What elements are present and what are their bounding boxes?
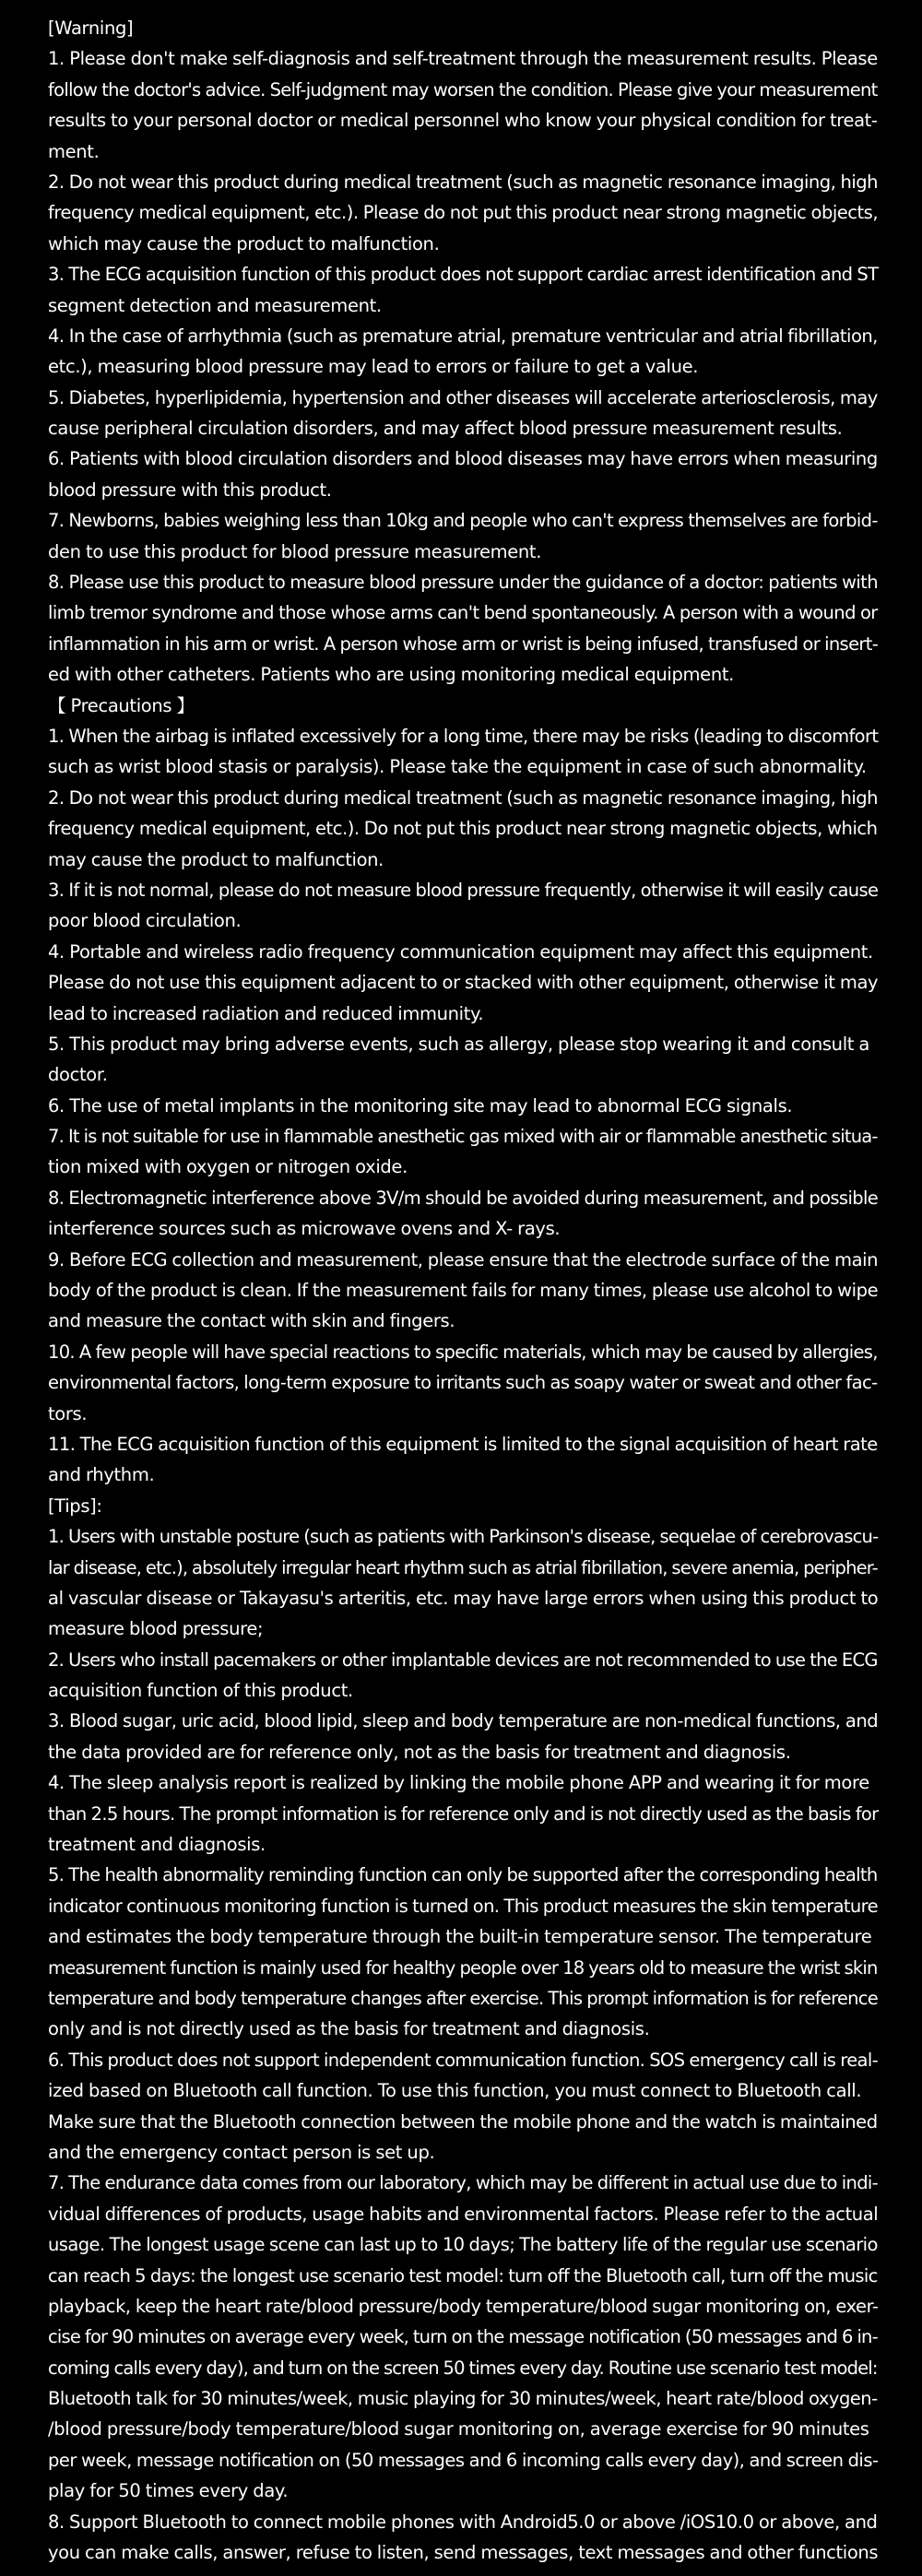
text-line: follow the doctor's advice. Self-judgment may worsen the condition. Please give your measurement [48,78,878,100]
text-line: which may cause the product to malfunction. [48,232,440,254]
text-line: indicator continuous monitoring function is turned on. This product measures the skin temperature [48,1895,878,1917]
text-line: 9. Before ECG collection and measurement, please ensure that the electrode surface of the main [48,1248,878,1270]
text-line: can reach 5 days: the longest use scenario test model: turn off the Bluetooth call, turn off the music [48,2264,878,2286]
text-line: such as wrist blood stasis or paralysis). Please take the equipment in case of such abnormality. [48,756,867,778]
text-line: 8. Electromagnetic interference above 3V/m should be avoided during measurement, and possible [48,1187,879,1209]
text-line: and rhythm. [48,1464,155,1486]
text-line: 8. Support Bluetooth to connect mobile phones with Android5.0 or above /iOS10.0 or above, and [48,2511,878,2533]
text-line: vidual differences of products, usage habits and environmental factors. Please refer to the actual [48,2203,879,2225]
text-line: doctor. [48,1064,108,1086]
text-line: 2. Do not wear this product during medical treatment (such as magnetic resonance imaging, high [48,171,878,193]
text-line: lar disease, etc.), absolutely irregular heart rhythm such as atrial fibrillation, severe anemia, peripher- [48,1556,878,1578]
text-line: 6. Patients with blood circulation disorders and blood diseases may have errors when measuring [48,448,878,470]
text-line: 3. The ECG acquisition function of this product does not support cardiac arrest identification and ST [48,264,879,286]
text-line: and estimates the body temperature through the built-in temperature sensor. The temperature [48,1926,872,1948]
text-line: only and is not directly used as the basis for treatment and diagnosis. [48,2018,650,2040]
text-line: poor blood circulation. [48,910,242,932]
text-line: segment detection and measurement. [48,294,382,316]
text-line: 8. Please use this product to measure blood pressure under the guidance of a doctor: patients with [48,572,878,594]
text-line: blood pressure with this product. [48,479,332,501]
text-line: 【 Precautions 】 [48,694,195,716]
text-line: 7. Newborns, babies weighing less than 10kg and people who can't express themselves are forbid- [48,510,878,532]
text-line: ed with other catheters. Patients who are using monitoring medical equipment. [48,664,734,686]
text-line: and the emergency contact person is set up. [48,2141,435,2163]
text-line: [Tips]: [48,1495,102,1517]
text-line: 1. When the airbag is inflated excessively for a long time, there may be risks (leading to discomfort [48,725,879,747]
text-line: 4. Portable and wireless radio frequency communication equipment may affect this equipment. [48,940,873,963]
text-line: [Warning] [48,18,134,39]
text-line: limb tremor syndrome and those whose arms can't bend spontaneously. A person with a wound or [48,602,878,624]
text-line: 5. Diabetes, hyperlipidemia, hypertension and other diseases will accelerate arteriosclerosis, may [48,386,878,408]
text-line: temperature and body temperature changes after exercise. This prompt information is for reference [48,1988,879,2009]
text-line: results to your personal doctor or medical personnel who know your physical condition for treat- [48,110,878,132]
text-line: 3. If it is not normal, please do not measure blood pressure frequently, otherwise it will easily cause [48,879,879,901]
text-line: treatment and diagnosis. [48,1834,266,1856]
text-line: frequency medical equipment, etc.). Please do not put this product near strong magnetic objects, [48,202,879,224]
text-line: 6. The use of metal implants in the monitoring site may lead to abnormal ECG signals. [48,1094,793,1117]
text-line: inflammation in his arm or wrist. A person whose arm or wrist is being infused, transfused or insert- [48,632,879,655]
text-line: coming calls every day), and turn on the screen 50 times every day. Routine use scenario test model: [48,2357,878,2379]
text-line: per week, message notification on (50 messages and 6 incoming calls every day), and screen dis- [48,2449,879,2471]
text-line: the data provided are for reference only, not as the basis for treatment and diagnosis. [48,1741,791,1763]
text-line: may cause the product to malfunction. [48,848,384,870]
text-line: usage. The longest usage scene can last up to 10 days; The battery life of the regular use scenario [48,2234,878,2256]
text-line: acquisition function of this product. [48,1680,353,1702]
text-line: den to use this product for blood pressure measurement. [48,540,542,562]
text-line: tion mixed with oxygen or nitrogen oxide. [48,1156,408,1178]
text-line: than 2.5 hours. The prompt information is for reference only and is not directly used as the basis for [48,1802,879,1825]
text-line: etc.), measuring blood pressure may lead to errors or failure to get a value. [48,356,699,378]
text-line: ized based on Bluetooth call function. To use this function, you must connect to Bluetooth call. [48,2080,862,2102]
text-line: playback, keep the heart rate/blood pressure/body temperature/blood sugar monitoring on, exer- [48,2295,879,2317]
text-line: 11. The ECG acquisition function of this equipment is limited to the signal acquisition of heart rate [48,1433,878,1455]
text-line: 4. The sleep analysis report is realized by linking the mobile phone APP and wearing it for more [48,1772,869,1794]
text-line: ment. [48,140,100,162]
text-line: tors. [48,1402,88,1424]
text-line: 2. Do not wear this product during medical treatment (such as magnetic resonance imaging, high [48,786,878,809]
text-line: and measure the contact with skin and fingers. [48,1310,455,1332]
text-line: /blood pressure/body temperature/blood sugar monitoring on, average exercise for 90 minutes [48,2418,869,2440]
text-line: 3. Blood sugar, uric acid, blood lipid, sleep and body temperature are non-medical functions, and [48,1710,879,1732]
text-line: 2. Users who install pacemakers or other implantable devices are not recommended to use the ECG [48,1648,878,1671]
text-line: 5. The health abnormality reminding function can only be supported after the corresponding health [48,1864,878,1886]
text-line: measure blood pressure; [48,1618,264,1640]
text-line: 10. A few people will have special reactions to specific materials, which may be caused by allergies, [48,1341,878,1363]
text-line: lead to increased radiation and reduced immunity. [48,1002,484,1024]
text-line: 4. In the case of arrhythmia (such as premature atrial, premature ventricular and atrial fibrillation, [48,325,878,347]
text-line: interference sources such as microwave ovens and X- rays. [48,1218,561,1240]
text-line: Bluetooth talk for 30 minutes/week, music playing for 30 minutes/week, heart rate/blood oxygen- [48,2388,878,2410]
text-line: play for 50 times every day. [48,2480,289,2502]
text-line: 1. Users with unstable posture (such as patients with Parkinson's disease, sequelae of cerebrovascu- [48,1526,879,1548]
text-line: 1. Please don't make self-diagnosis and self-treatment through the measurement results. Please [48,48,878,70]
text-line: Make sure that the Bluetooth connection between the mobile phone and the watch is maintained [48,2110,878,2133]
text-line: al vascular disease or Takayasu's arteritis, etc. may have large errors when using this product to [48,1587,879,1609]
text-line: body of the product is clean. If the measurement fails for many times, please use alcohol to wipe [48,1280,879,1302]
text-line: Please do not use this equipment adjacent to or stacked with other equipment, otherwise it may [48,972,879,994]
text-line: 7. It is not suitable for use in flammable anesthetic gas mixed with air or flammable anesthetic situa- [48,1126,878,1148]
text-line: frequency medical equipment, etc.). Do not put this product near strong magnetic objects, which [48,818,878,840]
text-line: 6. This product does not support independent communication function. SOS emergency call is real- [48,2049,878,2071]
text-line: cise for 90 minutes on average every week, turn on the message notification (50 messages and 6 in- [48,2326,878,2348]
text-line: 7. The endurance data comes from our laboratory, which may be different in actual use due to indi- [48,2172,879,2194]
text-line: environmental factors, long-term exposure to irritants such as soapy water or sweat and other fac- [48,1372,878,1394]
text-line: measurement function is mainly used for healthy people over 18 years old to measure the wrist skin [48,1956,878,1979]
text-line: 5. This product may bring adverse events, such as allergy, please stop wearing it and consult a [48,1033,869,1055]
text-line: you can make calls, answer, refuse to listen, send messages, text messages and other functions [48,2542,879,2564]
text-line: cause peripheral circulation disorders, and may affect blood pressure measurement results. [48,418,843,440]
